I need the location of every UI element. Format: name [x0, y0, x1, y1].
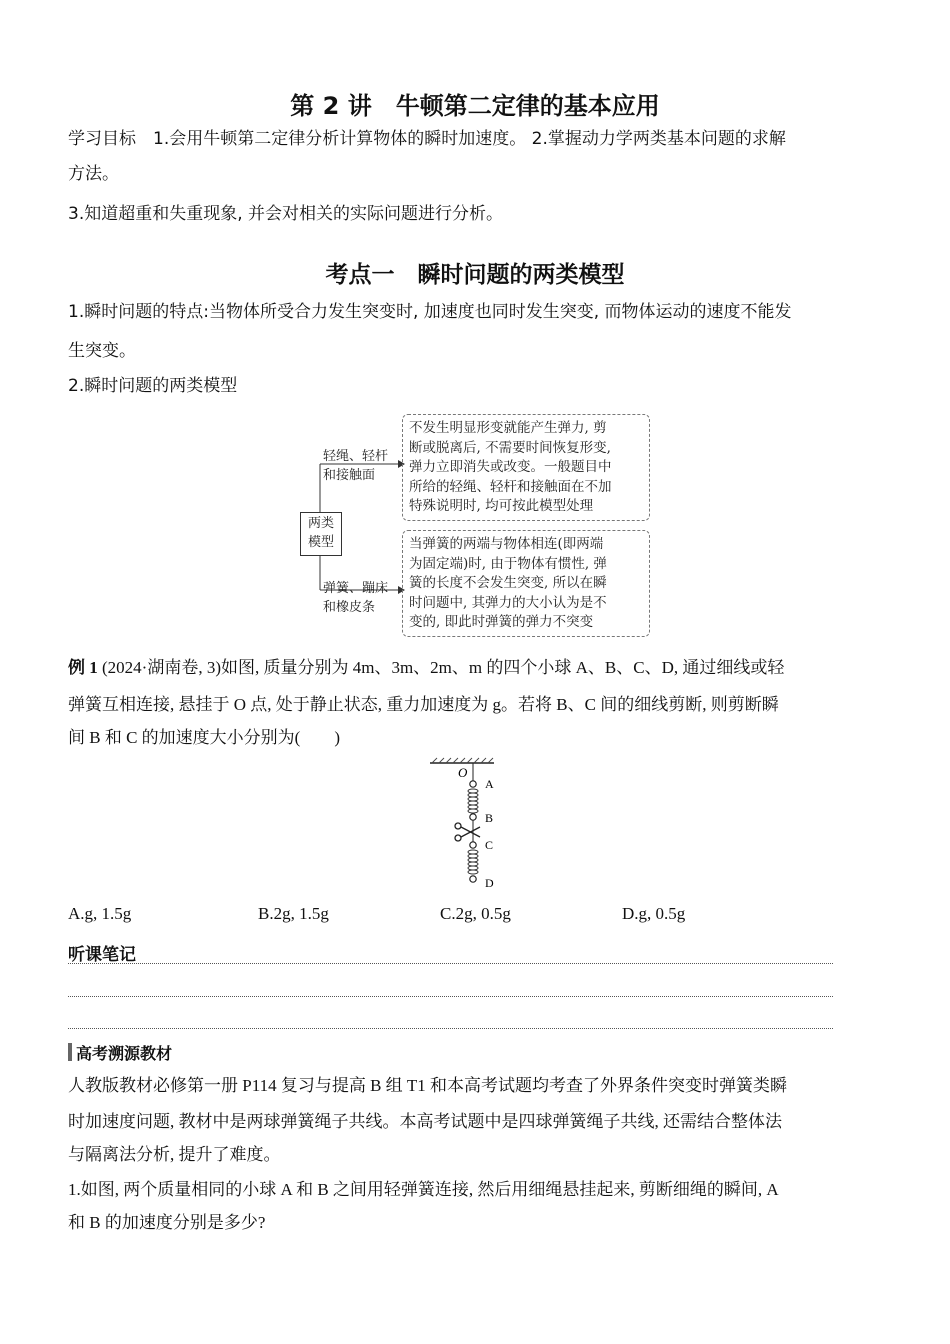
section-marker-bar — [68, 1043, 72, 1061]
box-2-line: 为固定端)时, 由于物体有惯性, 弹 — [409, 555, 607, 572]
root-line-1: 两类 — [307, 516, 334, 531]
ball-d — [470, 876, 476, 882]
ceiling-hatch — [432, 758, 493, 763]
branch-2-label-line-2: 和橡皮条 — [323, 600, 376, 615]
box-1-line: 特殊说明时, 均可按此模型处理 — [409, 498, 594, 514]
page-title: 第 2 讲 牛顿第二定律的基本应用 — [290, 92, 660, 120]
example-label: 例 1 — [68, 658, 98, 677]
box-1-line: 所给的轻绳、轻杆和接触面在不加 — [409, 478, 612, 495]
option-c[interactable]: C.2g, 0.5g — [440, 904, 511, 923]
source-line-3: 与隔离法分析, 提升了难度。 — [68, 1145, 281, 1164]
source-line-2: 时加速度问题, 教材中是两球弹簧绳子共线。本高考试题中是四球弹簧绳子共线, 还需结合整体法 — [68, 1112, 782, 1131]
root-line-2: 模型 — [307, 535, 334, 550]
box-2-line: 时问题中, 其弹力的大小认为是不 — [409, 594, 607, 611]
section-point-1-line-1: 1.瞬时问题的特点:当物体所受合力发生突变时, 加速度也同时发生突变, 而物体运动的速度不能发 — [68, 302, 792, 322]
scissors-icon — [455, 823, 480, 841]
notes-line[interactable] — [68, 1028, 833, 1029]
box-2-line: 簧的长度不会发生突变, 所以在瞬 — [409, 575, 607, 591]
example-source: (2024·湖南卷, 3) — [102, 658, 221, 677]
section-point-1-line-2: 生突变。 — [68, 341, 136, 361]
goals-line-2: 方法。 — [68, 164, 119, 184]
label-a: A — [485, 777, 494, 791]
label-c: C — [485, 838, 494, 852]
question-1-line-2: 和 B 的加速度分别是多少? — [68, 1213, 266, 1232]
notes-line[interactable] — [68, 963, 833, 964]
notes-title: 听课笔记 — [68, 945, 136, 965]
box-1-line: 断或脱离后, 不需要时间恢复形变, — [409, 439, 611, 456]
option-d[interactable]: D.g, 0.5g — [622, 904, 686, 923]
notes-line[interactable] — [68, 996, 833, 997]
branch-1-label-line-2: 和接触面 — [323, 468, 376, 483]
label-o: O — [458, 765, 468, 780]
ball-a — [470, 781, 476, 787]
source-section-title: 高考溯源教材 — [76, 1044, 173, 1063]
question-1-line-1: 1.如图, 两个质量相同的小球 A 和 B 之间用轻弹簧连接, 然后用细绳悬挂起来, 剪断细绳的瞬间, A — [68, 1180, 779, 1199]
model-1-description-box — [402, 414, 650, 521]
source-line-1: 人教版教材必修第一册 P114 复习与提高 B 组 T1 和本高考试题均考查了外界条件突变时弹簧类瞬 — [68, 1076, 788, 1095]
box-2-line: 当弹簧的两端与物体相连(即两端 — [409, 536, 604, 552]
label-b: B — [485, 811, 494, 825]
example-figure — [420, 757, 530, 897]
ball-b — [470, 814, 476, 820]
diagram-root-box — [300, 512, 342, 556]
branch-2-label-line-1: 弹簧、蹦床 — [323, 581, 389, 596]
model-2-description-box — [402, 530, 650, 637]
box-2-line: 变的, 即此时弹簧的弹力不突变 — [409, 614, 594, 630]
goals-line-3: 3.知道超重和失重现象, 并会对相关的实际问题进行分析。 — [68, 204, 504, 224]
option-b[interactable]: B.2g, 1.5g — [258, 904, 329, 923]
option-a[interactable]: A.g, 1.5g — [68, 904, 132, 923]
spring-c-d — [468, 850, 478, 874]
branch-1-label-line-1: 轻绳、轻杆 — [323, 449, 389, 464]
example-line-1 — [68, 650, 878, 686]
spring-a-b — [468, 789, 478, 813]
section-title: 考点一 瞬时问题的两类模型 — [325, 262, 625, 288]
branch-2-label — [323, 579, 388, 617]
goals-line-1: 学习目标 1.会用牛顿第二定律分析计算物体的瞬时加速度。 2.掌握动力学两类基本问题的求解 — [68, 129, 786, 149]
ball-c — [470, 842, 476, 848]
box-1-line: 不发生明显形变就能产生弹力, 剪 — [409, 420, 607, 436]
example-line-3: 间 B 和 C 的加速度大小分别为( ) — [68, 728, 340, 747]
section-point-2: 2.瞬时问题的两类模型 — [68, 376, 238, 396]
branch-1-label — [323, 447, 388, 485]
example-line-2: 弹簧互相连接, 悬挂于 O 点, 处于静止状态, 重力加速度为 g。若将 B、C 间的细线剪断, 则剪断瞬 — [68, 695, 779, 714]
example-line-1-text: 如图, 质量分别为 4m、3m、2m、m 的四个小球 A、B、C、D, 通过细线或轻 — [220, 658, 785, 677]
label-d: D — [485, 876, 494, 890]
box-1-line: 弹力立即消失或改变。一般题目中 — [409, 459, 612, 475]
